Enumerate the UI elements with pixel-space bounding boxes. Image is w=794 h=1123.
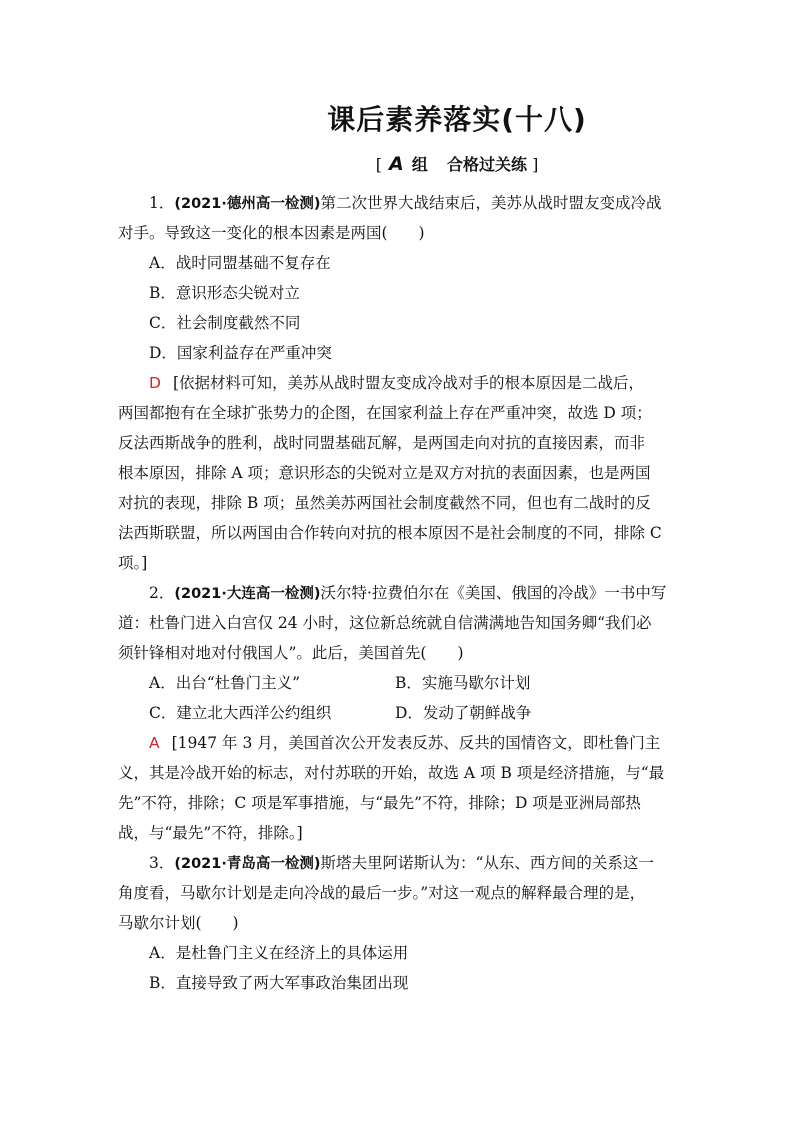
question-1-explanation-text-1: [依据材料可知，美苏从战时盟友变成冷战对手的根本原因是二战后， [172,374,644,392]
group-heading [60,152,794,175]
question-1-explanation-line-6: 法西斯联盟，所以两国由合作转向对抗的根本原因不是社会制度的不同，排除 C [118,524,662,542]
question-1-explanation-line-3: 反法西斯战争的胜利，战时同盟基础瓦解，是两国走向对抗的直接因素，而非 [118,434,646,452]
question-2-explanation-line-2: 义，其是冷战开始的标志，对付苏联的开始，故选 A 项 B 项是经济措施，与“最 [118,764,665,782]
question-2-stem-line-2: 道：杜鲁门进入白宫仅 24 小时，这位新总统就自信满满地告知国务卿“我们必 [118,614,652,632]
question-3-option-a: A．是杜鲁门主义在经济上的具体运用 [149,944,409,962]
question-2-option-a: A．出台“杜鲁门主义” [149,674,301,692]
group-name: 组 [411,155,428,174]
question-1-answer: D [149,374,161,392]
question-3-text-1: 斯塔夫里阿诺斯认为：“从东、西方间的关系这一 [320,854,654,872]
questions [118,188,680,998]
question-1-explanation-line-7: 项。] [118,554,148,572]
question-2-options-row-1 [118,668,680,698]
question-2-option-b: B．实施马歇尔计划 [395,674,531,692]
question-1-explanation-line-2: 两国都抱有在全球扩张势力的企图，在国家利益上存在严重冲突，故选 D 项； [118,404,652,422]
question-2-stem-line-1 [118,578,680,608]
question-1-explanation-line-1 [118,368,680,398]
question-1-number: 1． [149,194,175,212]
question-1-explanation-line-4: 根本原因，排除 A 项；意识形态的尖锐对立是双方对抗的表面因素，也是两国 [118,464,651,482]
question-2-text-1: 沃尔特·拉费伯尔在《美国、俄国的冷战》一书中写 [320,584,667,602]
question-1-option-c: C．社会制度截然不同 [149,314,301,332]
question-1-option-b: B．意识形态尖锐对立 [149,284,300,302]
group-subtitle: 合格过关练 [446,155,527,174]
question-1-stem-line-2: 对手。导致这一变化的根本因素是两国( ) [118,224,425,242]
page-title: 课后素养落实(十八) [327,103,587,136]
question-3-stem-line-3: 马歇尔计划( ) [118,914,239,932]
group-letter: A [389,153,404,175]
group-bracket-close: ] [532,155,539,174]
question-2-options-row-2 [118,698,680,728]
question-3-number: 3． [149,854,175,872]
question-1-option-a: A．战时同盟基础不复存在 [149,254,331,272]
question-2-explanation-line-4: 战，与“最先”不符，排除。] [118,824,303,842]
question-2-option-c: C．建立北大西洋公约组织 [149,704,332,722]
question-1-stem-line-1 [118,188,680,218]
group-bracket-open: [ [375,155,382,174]
question-1-option-d: D．国家利益存在严重冲突 [149,344,332,362]
question-2-option-d: D．发动了朝鲜战争 [395,704,532,722]
question-2-number: 2． [149,584,175,602]
question-2-stem-line-3: 须针锋相对地对付俄国人”。此后，美国首先( ) [118,644,464,662]
question-3-stem-line-1 [118,848,680,878]
question-1-explanation-line-5: 对抗的表现，排除 B 项；虽然美苏两国社会制度截然不同，但也有二战时的反 [118,494,651,512]
question-3-source: (2021·青岛高一检测) [174,856,321,872]
question-2-explanation-text-1: [1947 年 3 月，美国首次公开发表反苏、反共的国情咨文，即杜鲁门主 [171,734,661,752]
question-2-answer: A [149,734,160,752]
question-2-explanation-line-3: 先”不符，排除；C 项是军事措施，与“最先”不符，排除；D 项是亚洲局部热 [118,794,641,812]
question-3-stem-line-2: 角度看，马歇尔计划是走向冷战的最后一步。”对这一观点的解释最合理的是， [118,884,646,902]
question-1-text-1: 第二次世界大战结束后，美苏从战时盟友变成冷战 [320,194,662,212]
question-2-source: (2021·大连高一检测) [174,586,321,602]
question-1-source: (2021·德州高一检测) [174,196,321,212]
question-2-explanation-line-1 [118,728,680,758]
question-3-option-b: B．直接导致了两大军事政治集团出现 [149,974,409,992]
